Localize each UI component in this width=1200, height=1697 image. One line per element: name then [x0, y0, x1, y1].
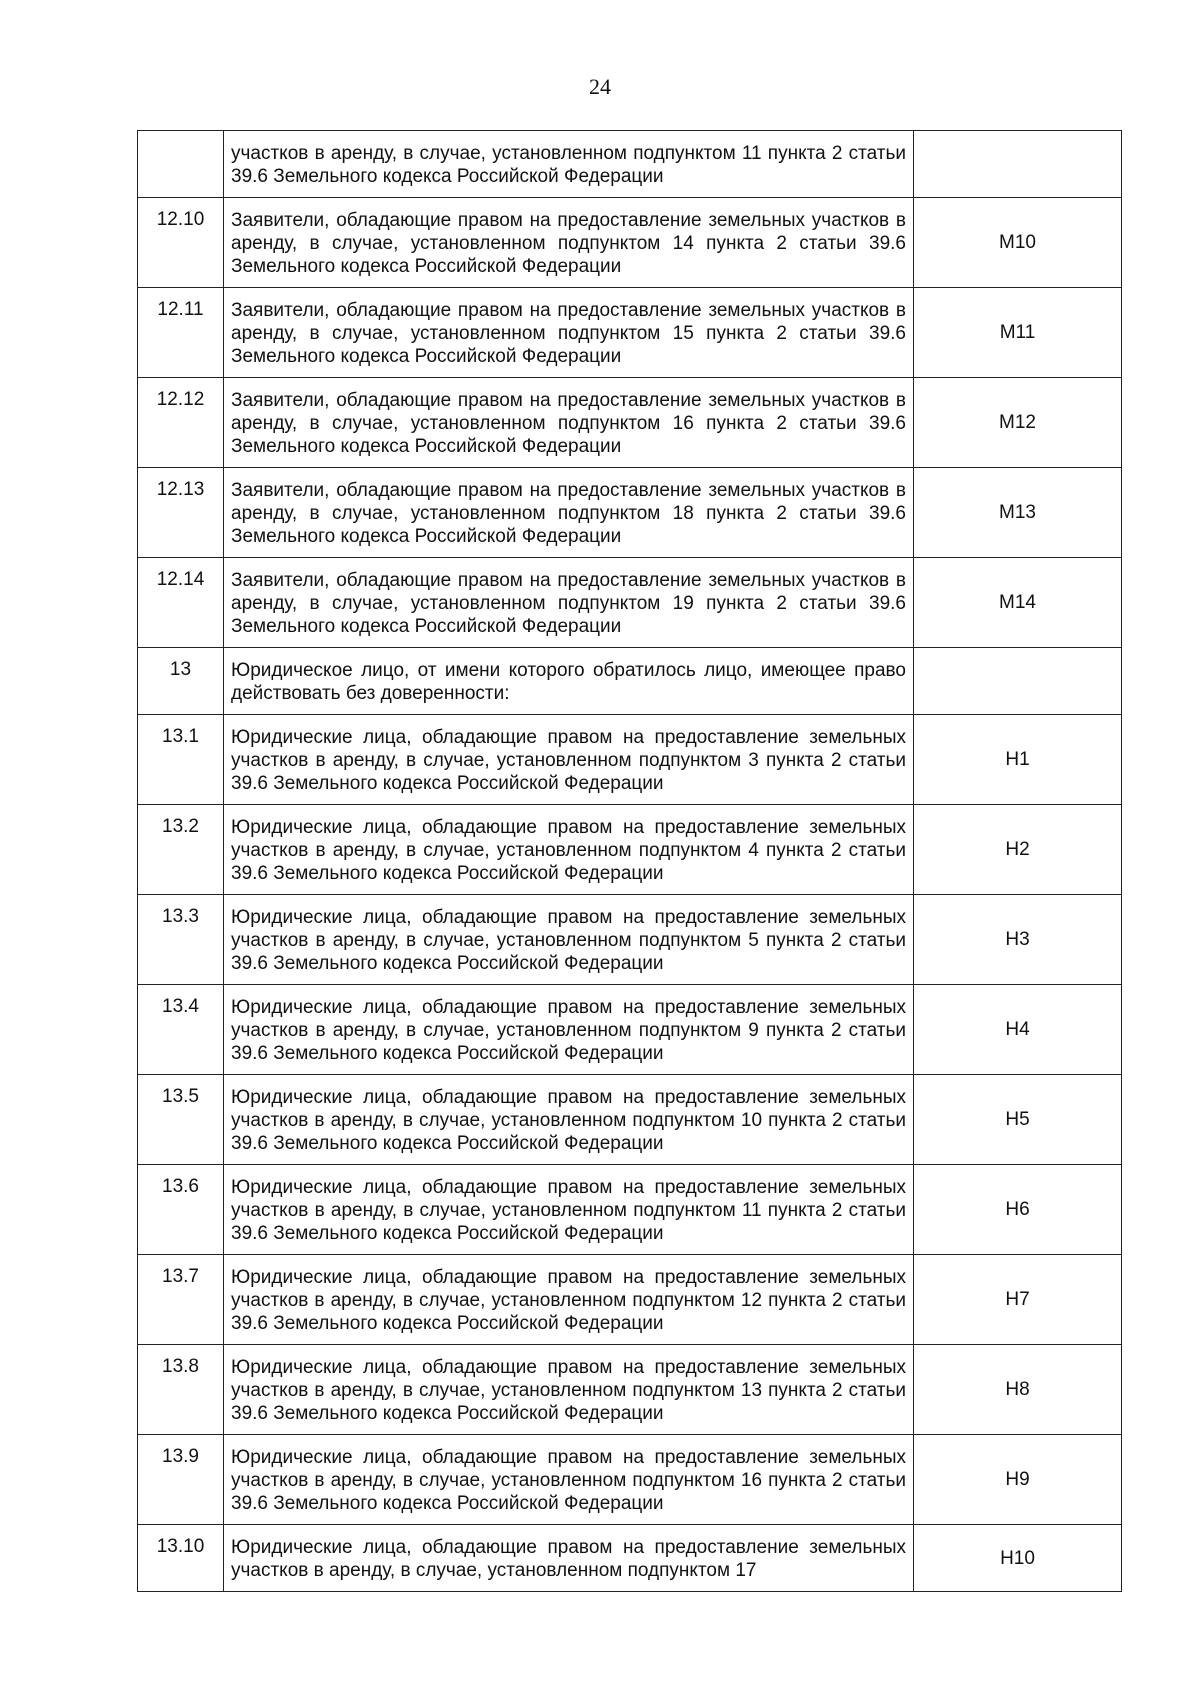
table-row	[138, 378, 1122, 468]
row-number: 12.13	[138, 468, 224, 558]
row-description: Юридические лица, обладающие правом на предоставление земельных участков в аренду, в случае, установленном подпунктом 17	[224, 1525, 914, 1592]
row-description: Юридические лица, обладающие правом на предоставление земельных участков в аренду, в случае, установленном подпунктом 16 пункта 2 статьи 39.6 Земельного кодекса Российской Федерации	[224, 1435, 914, 1525]
row-code: Н10	[914, 1525, 1122, 1592]
row-number: 13	[138, 648, 224, 715]
row-description: Юридические лица, обладающие правом на предоставление земельных участков в аренду, в случае, установленном подпунктом 11 пункта 2 статьи 39.6 Земельного кодекса Российской Федерации	[224, 1165, 914, 1255]
applicants-table	[137, 130, 1122, 1592]
row-number: 13.7	[138, 1255, 224, 1345]
table-row	[138, 985, 1122, 1075]
row-number	[138, 131, 224, 198]
row-description: Юридические лица, обладающие правом на предоставление земельных участков в аренду, в случае, установленном подпунктом 5 пункта 2 статьи 39.6 Земельного кодекса Российской Федерации	[224, 895, 914, 985]
row-description: Заявители, обладающие правом на предоставление земельных участков в аренду, в случае, установленном подпунктом 18 пункта 2 статьи 39.6 Земельного кодекса Российской Федерации	[224, 468, 914, 558]
table-row	[138, 558, 1122, 648]
table-row	[138, 288, 1122, 378]
table-row	[138, 1345, 1122, 1435]
row-description: Юридические лица, обладающие правом на предоставление земельных участков в аренду, в случае, установленном подпунктом 4 пункта 2 статьи 39.6 Земельного кодекса Российской Федерации	[224, 805, 914, 895]
row-number: 13.2	[138, 805, 224, 895]
row-code: М10	[914, 198, 1122, 288]
row-code: Н1	[914, 715, 1122, 805]
row-code: Н6	[914, 1165, 1122, 1255]
row-code: Н4	[914, 985, 1122, 1075]
row-description: Юридические лица, обладающие правом на предоставление земельных участков в аренду, в случае, установленном подпунктом 3 пункта 2 статьи 39.6 Земельного кодекса Российской Федерации	[224, 715, 914, 805]
table-row	[138, 1435, 1122, 1525]
row-code: Н3	[914, 895, 1122, 985]
row-description: Заявители, обладающие правом на предоставление земельных участков в аренду, в случае, установленном подпунктом 16 пункта 2 статьи 39.6 Земельного кодекса Российской Федерации	[224, 378, 914, 468]
row-code: М14	[914, 558, 1122, 648]
row-description: Заявители, обладающие правом на предоставление земельных участков в аренду, в случае, установленном подпунктом 14 пункта 2 статьи 39.6 Земельного кодекса Российской Федерации	[224, 198, 914, 288]
row-number: 13.10	[138, 1525, 224, 1592]
row-code: Н7	[914, 1255, 1122, 1345]
row-number: 13.6	[138, 1165, 224, 1255]
row-description: Заявители, обладающие правом на предоставление земельных участков в аренду, в случае, установленном подпунктом 15 пункта 2 статьи 39.6 Земельного кодекса Российской Федерации	[224, 288, 914, 378]
table-row	[138, 715, 1122, 805]
row-number: 13.8	[138, 1345, 224, 1435]
table-row	[138, 1165, 1122, 1255]
row-description: Юридические лица, обладающие правом на предоставление земельных участков в аренду, в случае, установленном подпунктом 12 пункта 2 статьи 39.6 Земельного кодекса Российской Федерации	[224, 1255, 914, 1345]
row-code: Н9	[914, 1435, 1122, 1525]
row-code: М11	[914, 288, 1122, 378]
row-description: Юридические лица, обладающие правом на предоставление земельных участков в аренду, в случае, установленном подпунктом 10 пункта 2 статьи 39.6 Земельного кодекса Российской Федерации	[224, 1075, 914, 1165]
table-row	[138, 131, 1122, 198]
row-number: 13.9	[138, 1435, 224, 1525]
table-row	[138, 198, 1122, 288]
row-description: Юридические лица, обладающие правом на предоставление земельных участков в аренду, в случае, установленном подпунктом 9 пункта 2 статьи 39.6 Земельного кодекса Российской Федерации	[224, 985, 914, 1075]
row-number: 13.1	[138, 715, 224, 805]
row-code: М13	[914, 468, 1122, 558]
row-number: 12.11	[138, 288, 224, 378]
table-row	[138, 1255, 1122, 1345]
table-row	[138, 468, 1122, 558]
table-row	[138, 648, 1122, 715]
page-number: 24	[589, 74, 611, 99]
row-code: Н8	[914, 1345, 1122, 1435]
row-number: 13.4	[138, 985, 224, 1075]
row-code	[914, 131, 1122, 198]
row-description: участков в аренду, в случае, установленном подпунктом 11 пункта 2 статьи 39.6 Земельного кодекса Российской Федерации	[224, 131, 914, 198]
row-code	[914, 648, 1122, 715]
table-row	[138, 1075, 1122, 1165]
table-body	[138, 131, 1122, 1592]
row-code: М12	[914, 378, 1122, 468]
row-description: Юридическое лицо, от имени которого обратилось лицо, имеющее право действовать без доверенности:	[224, 648, 914, 715]
row-code: Н5	[914, 1075, 1122, 1165]
row-number: 12.12	[138, 378, 224, 468]
row-description: Юридические лица, обладающие правом на предоставление земельных участков в аренду, в случае, установленном подпунктом 13 пункта 2 статьи 39.6 Земельного кодекса Российской Федерации	[224, 1345, 914, 1435]
row-number: 13.5	[138, 1075, 224, 1165]
row-number: 12.14	[138, 558, 224, 648]
table-row	[138, 895, 1122, 985]
table-row	[138, 805, 1122, 895]
row-number: 12.10	[138, 198, 224, 288]
row-number: 13.3	[138, 895, 224, 985]
row-code: Н2	[914, 805, 1122, 895]
table-row	[138, 1525, 1122, 1592]
row-description: Заявители, обладающие правом на предоставление земельных участков в аренду, в случае, установленном подпунктом 19 пункта 2 статьи 39.6 Земельного кодекса Российской Федерации	[224, 558, 914, 648]
